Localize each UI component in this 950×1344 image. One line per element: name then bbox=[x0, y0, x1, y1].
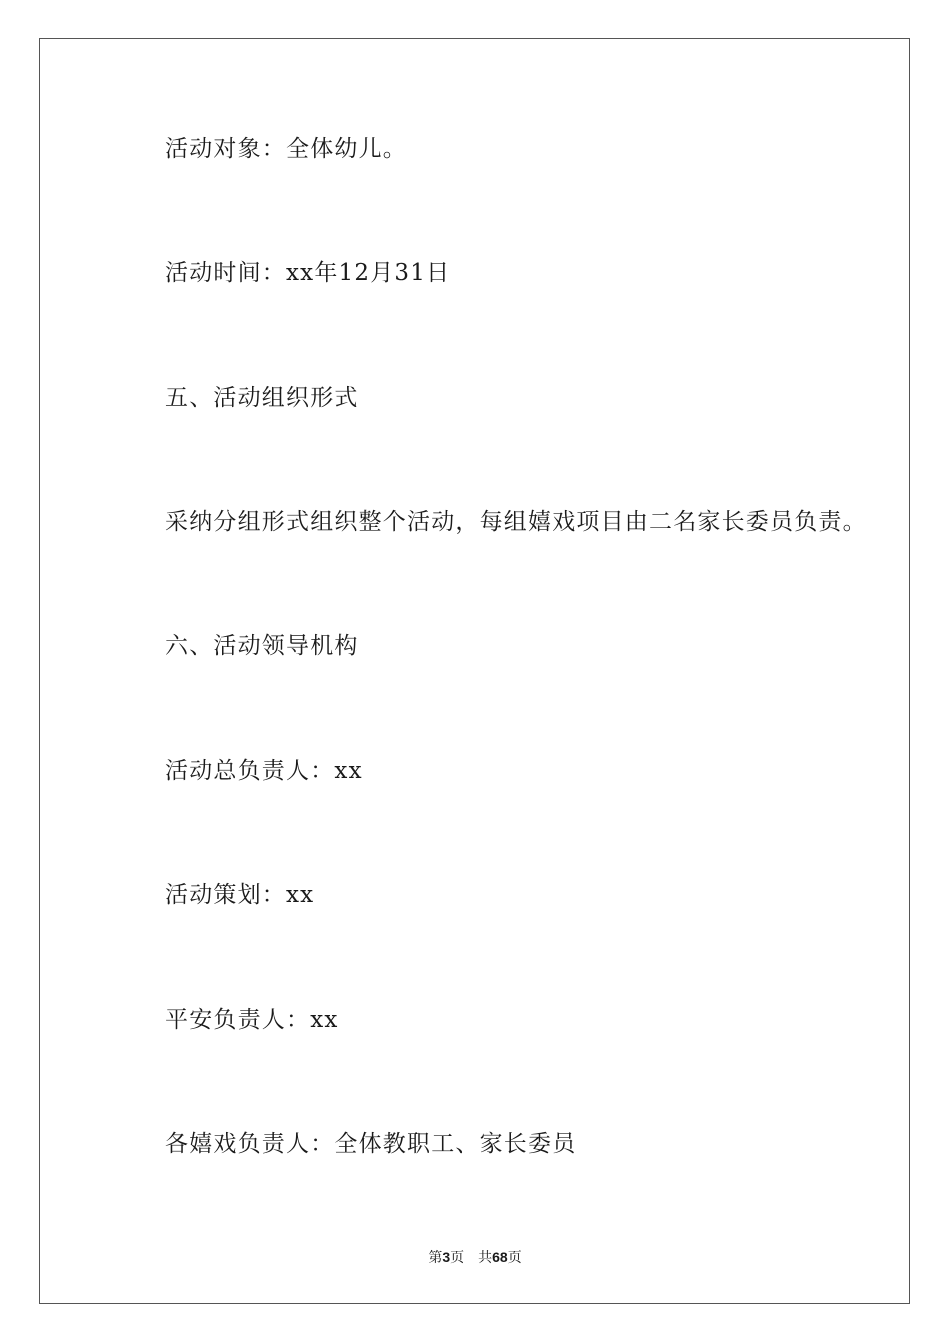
page-prefix: 第 bbox=[428, 1250, 443, 1266]
total-prefix: 共 bbox=[478, 1250, 493, 1266]
activity-time-line: 活动时间：xx年12月31日 bbox=[165, 260, 451, 286]
page-suffix: 页 bbox=[450, 1250, 465, 1266]
safety-manager-line: 平安负责人：xx bbox=[165, 1007, 339, 1033]
page-footer bbox=[0, 1247, 950, 1268]
general-manager-line: 活动总负责人：xx bbox=[165, 758, 363, 784]
total-suffix: 页 bbox=[507, 1250, 522, 1266]
page-number: 3 bbox=[442, 1249, 451, 1265]
organization-form-paragraph: 采纳分组形式组织整个活动，每组嬉戏项目由二名家长委员负责。 bbox=[165, 509, 867, 535]
total-pages: 68 bbox=[492, 1249, 508, 1265]
game-managers-line: 各嬉戏负责人：全体教职工、家长委员 bbox=[165, 1131, 577, 1157]
section-heading-organization-form: 五、活动组织形式 bbox=[165, 385, 359, 411]
page-border bbox=[39, 38, 910, 1304]
planner-line: 活动策划：xx bbox=[165, 882, 315, 908]
activity-target-line: 活动对象：全体幼儿。 bbox=[165, 136, 407, 162]
section-heading-leadership: 六、活动领导机构 bbox=[165, 633, 359, 659]
